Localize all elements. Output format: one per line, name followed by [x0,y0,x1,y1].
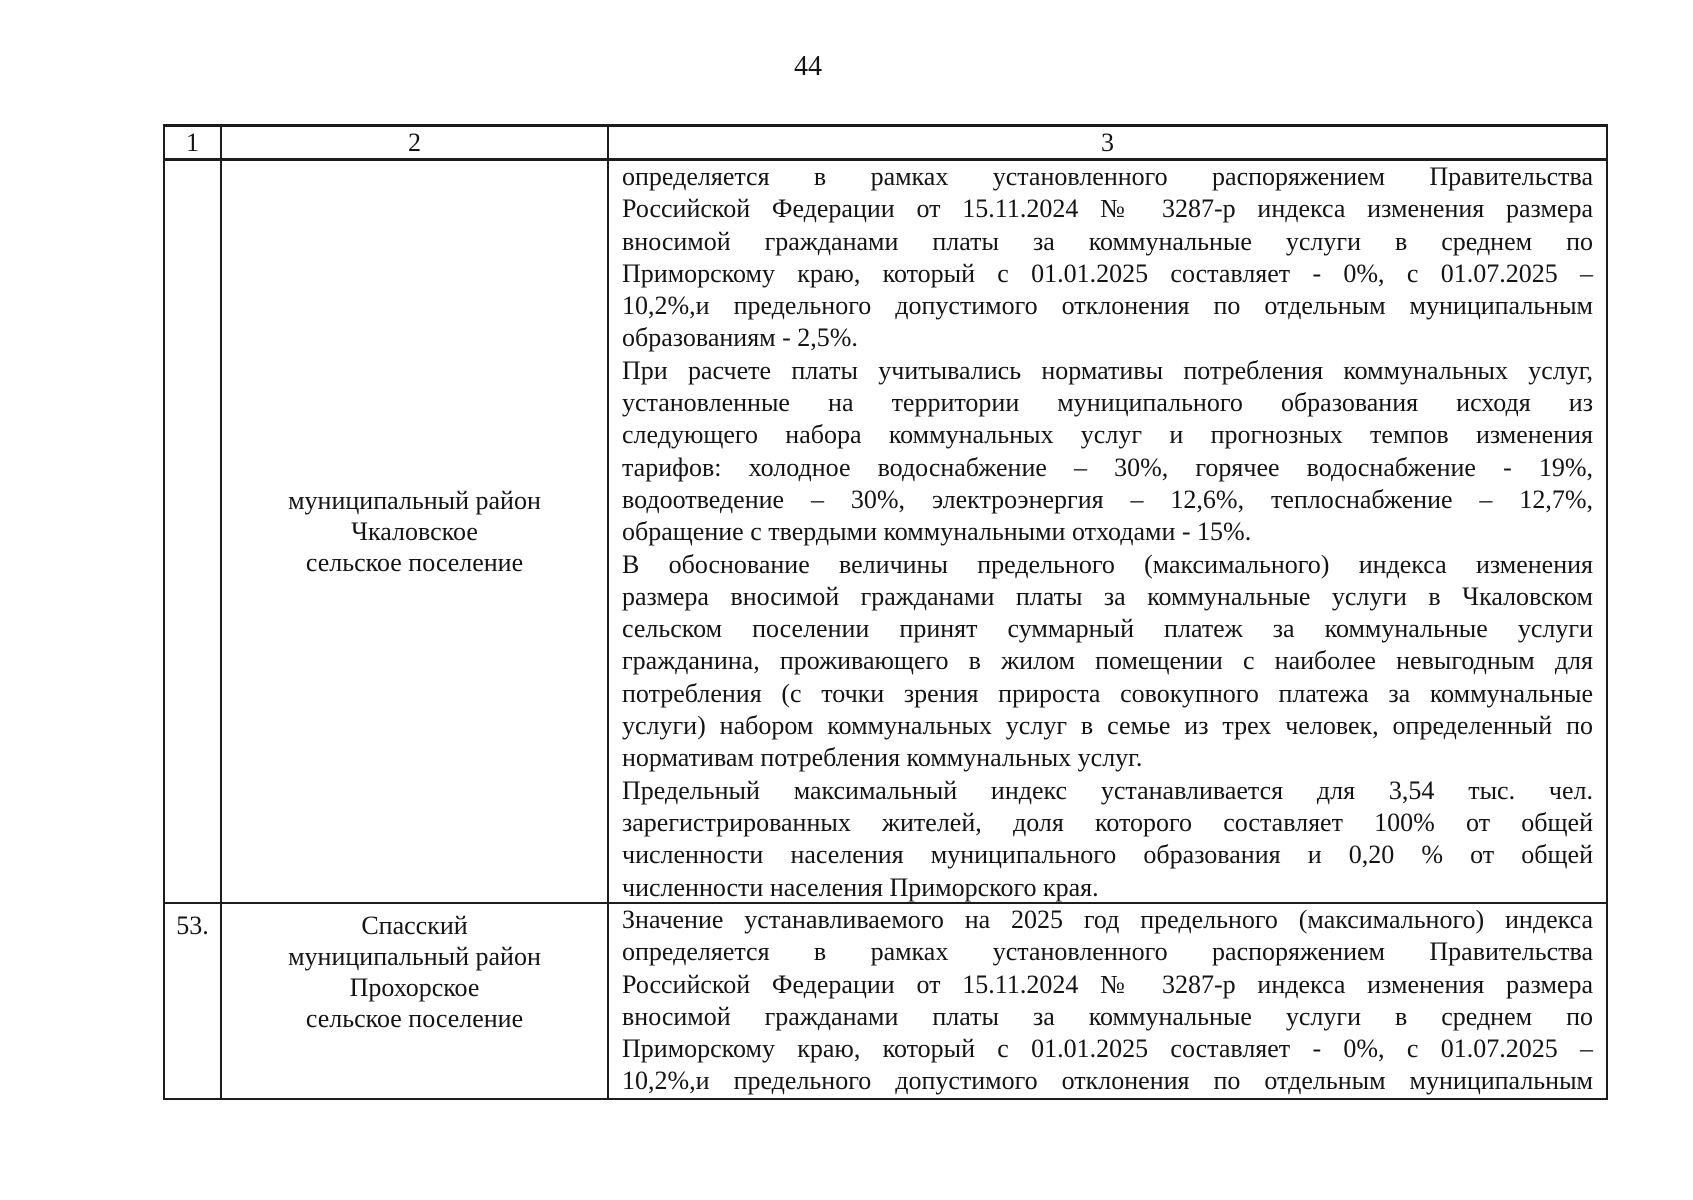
text-line: определяется в рамках установленного распоряжением Правительства [622,937,1593,967]
text-line: сельском поселении принят суммарный платеж за коммунальные услуги [622,614,1593,644]
justification-text-cell [609,161,1606,902]
page-number: 44 [794,51,822,82]
text-line: определяется в рамках установленного распоряжением Правительства [622,162,1593,191]
table-row [165,904,1606,1098]
text-line: Предельный максимальный индекс устанавливается для 3,54 тыс. чел. [622,775,1593,805]
text-line: вносимой гражданами платы за коммунальные услуги в среднем по [622,226,1593,256]
municipality-line: сельское поселение [305,548,524,577]
municipality-line: Прохорское [349,973,480,1002]
text-line: установленные на территории муниципального образования исходя из [622,388,1593,418]
table-row [165,161,1606,904]
row-number-cell [165,161,222,902]
header-cell-2: 2 [222,127,609,158]
justification-text-cell [609,904,1606,1098]
municipality-line: муниципальный район [288,486,541,515]
municipal-index-table [163,124,1608,1100]
text-line: вносимой гражданами платы за коммунальные услуги в среднем по [622,1001,1593,1031]
municipality-line: сельское поселение [305,1004,524,1033]
text-line: Приморскому краю, который с 01.01.2025 составляет - 0%, с 01.07.2025 – [622,1034,1593,1064]
text-line: услуги) набором коммунальных услуг в семье из трех человек, определенный по [622,711,1593,741]
text-line: Значение устанавливаемого на 2025 год предельного (максимального) индекса [622,905,1593,934]
header-cell-1: 1 [165,127,222,158]
text-line: нормативам потребления коммунальных услуг. [622,743,1143,773]
text-line: гражданина, проживающего в жилом помещении с наиболее невыгодным для [622,646,1593,676]
text-line: численности населения Приморского края. [622,872,1099,902]
text-line: численности населения муниципального образования и 0,20 % от общей [622,840,1593,870]
text-line: образованиям - 2,5%. [622,323,858,353]
municipality-line: Спасский [361,911,468,940]
text-line: водоотведение – 30%, электроэнергия – 12,6%, теплоснабжение – 12,7%, [622,484,1593,514]
text-line: тарифов: холодное водоснабжение – 30%, горячее водоснабжение - 19%, [622,452,1593,482]
text-line: Российской Федерации от 15.11.2024 № 3287-р индекса изменения размера [622,194,1593,224]
header-cell-3: 3 [1101,127,1114,157]
text-line: Приморскому краю, который с 01.01.2025 составляет - 0%, с 01.07.2025 – [622,258,1593,288]
row-number-cell: 53. [165,904,222,1098]
text-line: В обоснование величины предельного (максимального) индекса изменения [622,549,1593,579]
text-line: размера вносимой гражданами платы за коммунальные услуги в Чкаловском [622,581,1593,611]
text-line: При расчете платы учитывались нормативы потребления коммунальных услуг, [622,355,1593,385]
municipality-cell [222,904,609,1098]
text-line: Российской Федерации от 15.11.2024 № 3287-р индекса изменения размера [622,969,1593,999]
text-line: следующего набора коммунальных услуг и прогнозных темпов изменения [622,420,1593,450]
text-line: зарегистрированных жителей, доля которого составляет 100% от общей [622,807,1593,837]
text-line: 10,2%,и предельного допустимого отклонения по отдельным муниципальным [622,291,1593,321]
municipality-line: муниципальный район [288,942,541,971]
municipality-cell [222,161,609,902]
table-header-row [165,127,1606,161]
municipality-line: Чкаловское [351,517,478,546]
text-line: потребления (с точки зрения прироста совокупного платежа за коммунальные [622,678,1593,708]
text-line: 10,2%,и предельного допустимого отклонения по отдельным муниципальным [622,1066,1593,1096]
text-line: обращение с твердыми коммунальными отходами - 15%. [622,517,1252,547]
